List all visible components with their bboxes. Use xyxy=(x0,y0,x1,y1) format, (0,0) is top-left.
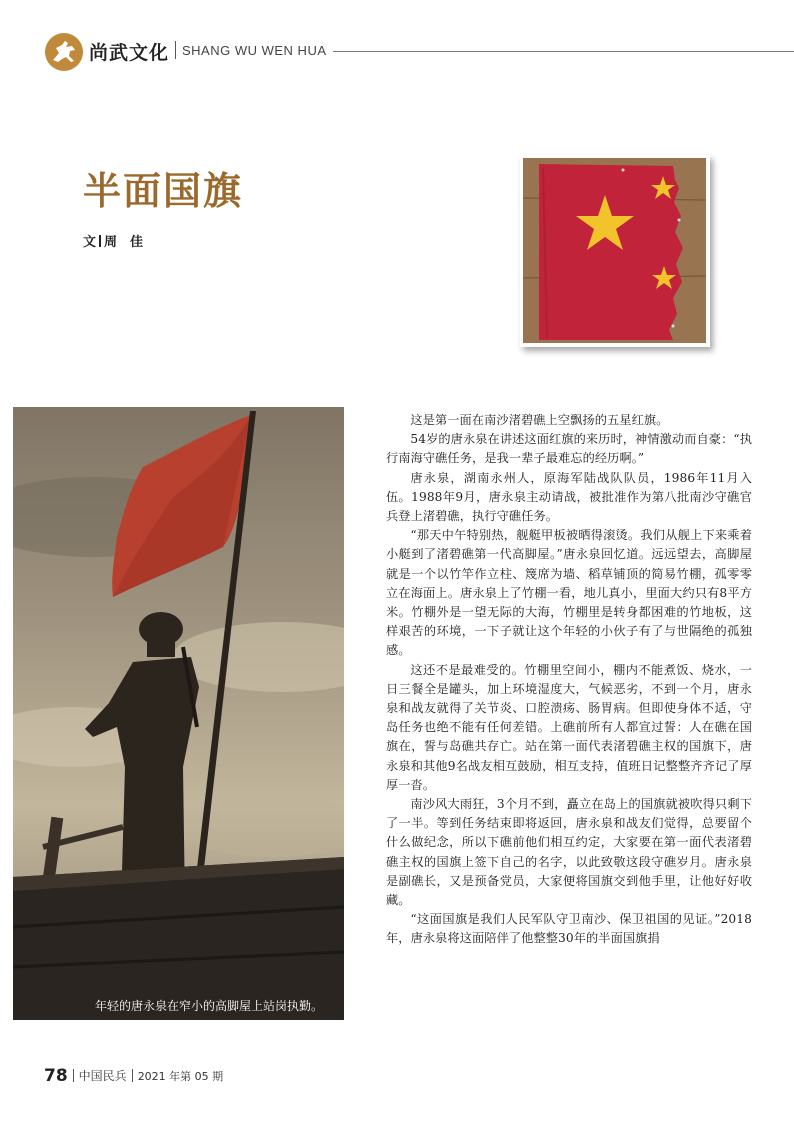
photo-caption: 年轻的唐永泉在窄小的高脚屋上站岗执勤。 xyxy=(95,999,324,1013)
paragraph: 这还不是最难受的。竹棚里空间小，棚内不能煮饭、烧水，一日三餐全是罐头，加上环境湿度大，气候恶劣，不到一个月，唐永泉和战友就得了关节炎、口腔溃疡、肠胃病。但即使身体不适，守岛任务也绝不能有任何差错。上礁前所有人都宣过誓：人在礁在国旗在，誓与岛礁共存亡。站在第一面代表渚碧礁主权的国旗下，唐永泉和其他9名战友相互鼓励，相互支持，值班日记整整齐齐记了厚厚一沓。 xyxy=(386,662,752,792)
brand-divider xyxy=(175,41,176,59)
page-number: 78 xyxy=(44,1066,68,1086)
running-warrior-icon xyxy=(45,33,83,71)
paragraph: 54岁的唐永泉在讲述这面红旗的来历时，神情激动而自豪：“执行南海守礁任务，是我一辈子最难忘的经历啊。” xyxy=(386,432,752,466)
magazine-name: 中国民兵 xyxy=(78,1069,127,1083)
brand-subtitle: SHANG WU WEN HUA xyxy=(182,43,327,58)
soldier-on-stilt-house-image xyxy=(13,407,344,1020)
byline-author: 周 佳 xyxy=(104,235,144,250)
issue-info: 2021 年第 05 期 xyxy=(137,1070,224,1083)
header-rule xyxy=(333,51,794,52)
paragraph: 这是第一面在南沙渚碧礁上空飘扬的五星红旗。 xyxy=(410,413,669,427)
brand-title: 尚武文化 xyxy=(89,42,170,64)
byline-divider xyxy=(99,235,101,247)
footer-divider xyxy=(132,1069,133,1082)
article-title: 半面国旗 xyxy=(83,169,244,213)
paragraph: 南沙风大雨狂，3个月不到，矗立在岛上的国旗就被吹得只剩下了一半。等到任务结束即将返回，唐永泉和战友们觉得，总要留个什么做纪念，所以下礁前他们相互约定，大家要在第一面代表渚碧礁主权的国旗上签下自己的名字，以此致敬这段守礁岁月。唐永泉是副礁长，又是预备党员，大家便将国旗交到他手里，让他好好收藏。 xyxy=(386,797,752,908)
paragraph: “那天中午特别热，舰艇甲板被晒得滚烫。我们从舰上下来乘着小艇到了渚碧礁第一代高脚屋。”唐永泉回忆道。远远望去，高脚屋就是一个以竹竿作立柱、篾席为墙、稻草铺顶的简易竹棚，孤零零立在海面上。唐永泉上了竹棚一看，地儿真小，里面大约只有8平方米。竹棚外是一望无际的大海，竹棚里是转身都困难的竹地板，这样艰苦的环境，一下子就让这个年轻的小伙子有了与世隔绝的孤独感。 xyxy=(386,528,752,658)
paragraph: 唐永泉，湖南永州人，原海军陆战队队员，1986年11月入伍。1988年9月，唐永泉主动请战，被批准作为第八批南沙守礁官兵登上渚碧礁，执行守礁任务。 xyxy=(386,470,752,524)
byline-prefix: 文 xyxy=(83,235,97,250)
byline xyxy=(83,231,143,250)
footer-divider xyxy=(73,1069,74,1082)
logo xyxy=(45,33,83,71)
page-footer xyxy=(44,1066,223,1086)
half-flag-photo xyxy=(520,155,710,347)
paragraph: “这面国旗是我们人民军队守卫南沙、保卫祖国的见证。”2018年，唐永泉将这面陪伴了他整整30年的半面国旗捐 xyxy=(386,912,752,946)
article-body xyxy=(386,411,752,949)
half-flag-image xyxy=(523,158,706,343)
soldier-photo xyxy=(13,407,344,1020)
